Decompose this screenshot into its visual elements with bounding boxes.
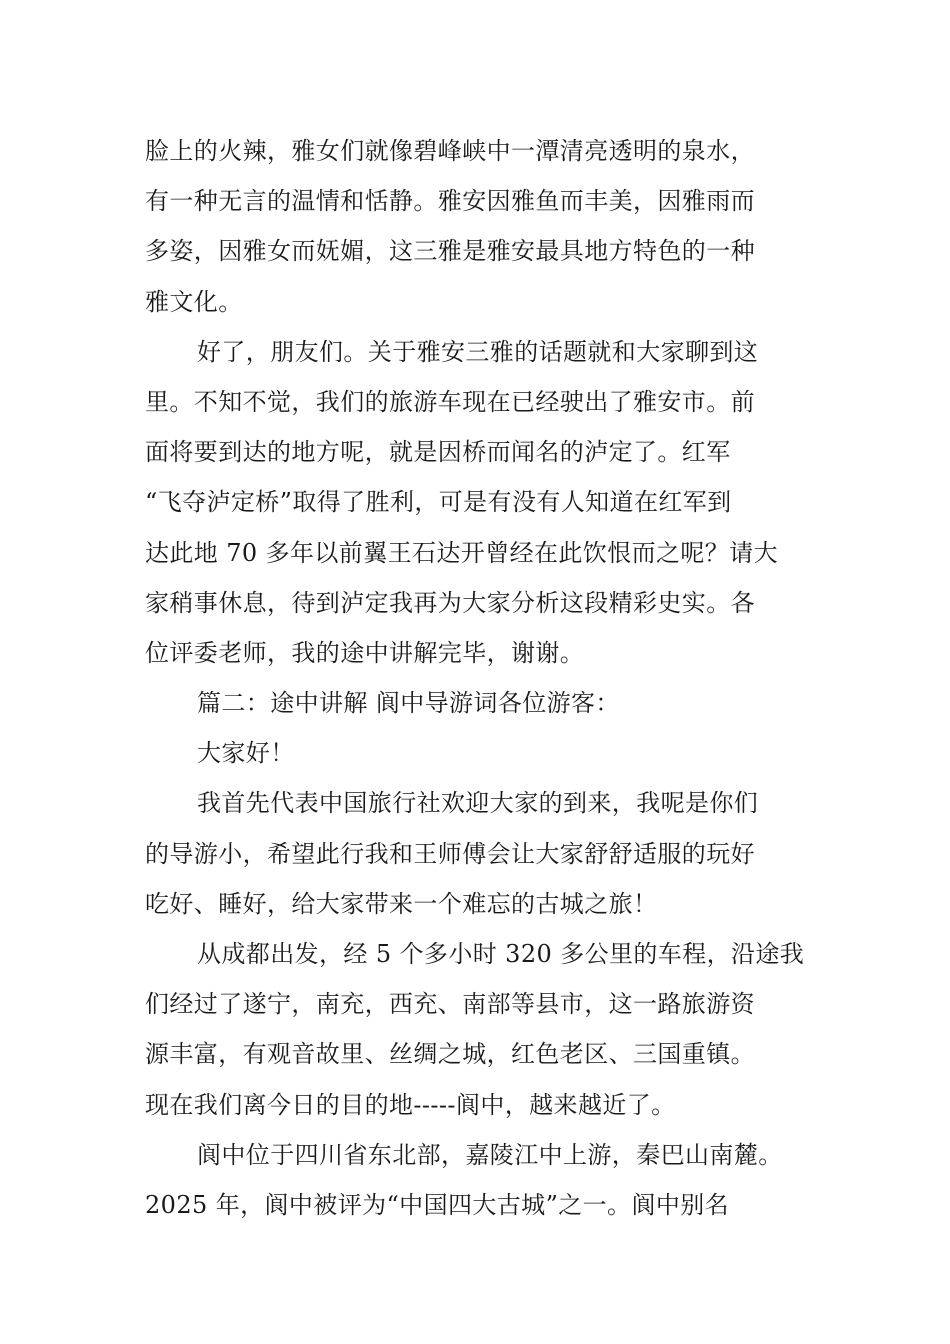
text-line: 家稍事休息，待到泸定我再为大家分析这段精彩史实。各 — [145, 588, 755, 617]
text-line: 有一种无言的温情和恬静。雅安因雅鱼而丰美，因雅雨而 — [145, 187, 755, 216]
text-line: 好了，朋友们。关于雅安三雅的话题就和大家聊到这 — [197, 337, 759, 366]
text-line: 阆中位于四川省东北部，嘉陵江中上游，秦巴山南麓。 — [197, 1140, 783, 1169]
text-line: 2025 年，阆中被评为“中国四大古城”之一。阆中别名 — [145, 1190, 730, 1219]
text-line: 雅文化。 — [145, 287, 243, 316]
text-line: 我首先代表中国旅行社欢迎大家的到来，我呢是你们 — [197, 789, 759, 818]
text-line: 达此地 70 多年以前翼王石达开曾经在此饮恨而之呢？请大 — [145, 538, 778, 567]
text-line: 现在我们离今日的目的地-----阆中，越来越近了。 — [145, 1090, 676, 1119]
text-line: 们经过了遂宁，南充，西充、南部等县市，这一路旅游资 — [145, 990, 755, 1019]
text-line: 吃好、睡好，给大家带来一个难忘的古城之旅！ — [145, 889, 658, 918]
text-line: 位评委老师，我的途中讲解完毕，谢谢。 — [145, 638, 585, 667]
text-line: 篇二：途中讲解 阆中导游词各位游客： — [197, 689, 620, 718]
text-line: 里。不知不觉，我们的旅游车现在已经驶出了雅安市。前 — [145, 387, 755, 416]
text-line: 的导游小，希望此行我和王师傅会让大家舒舒适服的玩好 — [145, 839, 755, 868]
text-line: 脸上的火辣，雅女们就像碧峰峡中一潭清亮透明的泉水， — [145, 137, 755, 165]
text-line: 源丰富，有观音故里、丝绸之城，红色老区、三国重镇。 — [145, 1040, 755, 1069]
text-line: 从成都出发，经 5 个多小时 320 多公里的车程，沿途我 — [197, 940, 805, 968]
text-line: 大家好！ — [197, 739, 295, 768]
text-line: “飞夺泸定桥”取得了胜利，可是有没有人知道在红军到 — [145, 488, 732, 517]
text-line: 多姿，因雅女而妩媚，这三雅是雅安最具地方特色的一种 — [145, 237, 755, 266]
document-body — [145, 126, 815, 1230]
text-line: 面将要到达的地方呢，就是因桥而闻名的泸定了。红军 — [145, 438, 731, 467]
